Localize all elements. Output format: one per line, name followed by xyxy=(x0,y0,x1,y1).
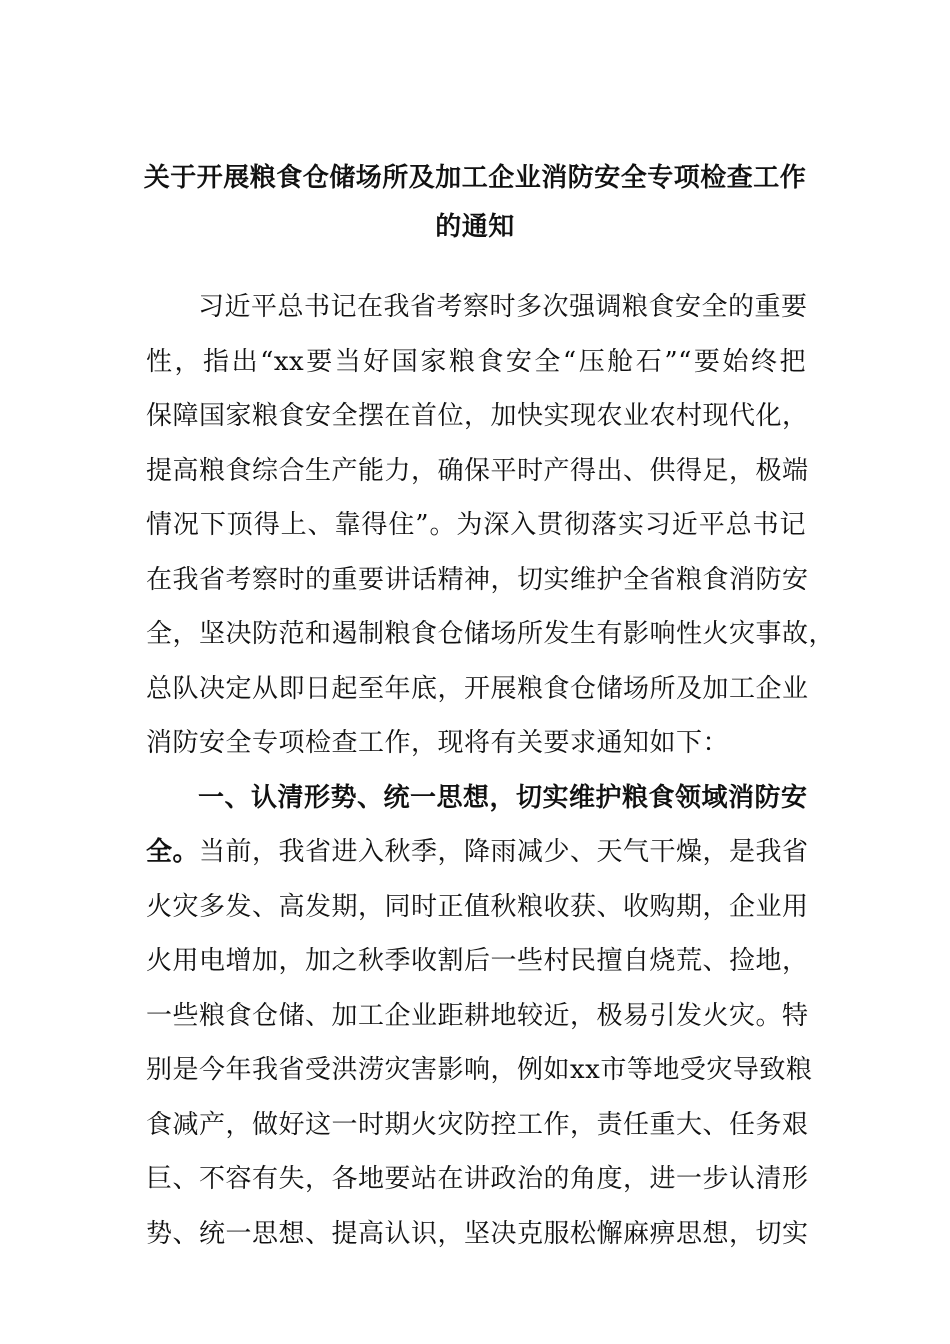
document-body xyxy=(146,280,836,1261)
document-title-line-1: 关于开展粮食仓储场所及加工企业消防安全专项检查工作 xyxy=(143,163,807,193)
body-line: 提高粮食综合生产能力，确保平时产得出、供得足，极端 xyxy=(146,455,809,486)
section-heading-line: 一、认清形势、统一思想，切实维护粮食领域消防安 xyxy=(198,782,808,813)
body-line: 全，坚决防范和遏制粮食仓储场所发生有影响性火灾事故， xyxy=(146,619,836,649)
body-line: 食减产，做好这一时期火灾防控工作，责任重大、任务艰 xyxy=(146,1109,809,1140)
body-line: 保障国家粮食安全摆在首位，加快实现农业农村现代化， xyxy=(146,401,809,431)
body-line: 势、统一思想、提高认识，坚决克服松懈麻痹思想，切实 xyxy=(146,1218,809,1249)
section-heading-tail: 全。 xyxy=(146,837,200,867)
body-line: 火灾多发、高发期，同时正值秋粮收获、收购期，企业用 xyxy=(146,891,809,922)
document-title-line-2: 的通知 xyxy=(435,212,515,242)
body-line-text: 当前，我省进入秋季，降雨减少、天气干燥，是我省 xyxy=(199,837,809,867)
body-line: 情况下顶得上、靠得住”。为深入贯彻落实习近平总书记 xyxy=(146,510,806,540)
body-line: 总队决定从即日起至年底，开展粮食仓储场所及加工企业 xyxy=(146,673,809,704)
body-line: 在我省考察时的重要讲话精神，切实维护全省粮食消防安 xyxy=(146,564,809,595)
body-line: 火用电增加，加之秋季收割后一些村民擅自烧荒、捡地， xyxy=(146,946,809,976)
body-line: 消防安全专项检查工作，现将有关要求通知如下： xyxy=(146,728,730,758)
body-line-mixed xyxy=(146,825,809,880)
body-line: 一些粮食仓储、加工企业距耕地较近，极易引发火灾。特 xyxy=(146,1000,809,1031)
body-line: 性，指出“xx要当好国家粮食安全“压舱石”“要始终把 xyxy=(146,346,806,377)
body-line: 习近平总书记在我省考察时多次强调粮食安全的重要 xyxy=(198,292,808,322)
body-line: 巨、不容有失，各地要站在讲政治的角度，进一步认清形 xyxy=(146,1164,809,1194)
body-line: 别是今年我省受洪涝灾害影响，例如xx市等地受灾导致粮 xyxy=(146,1055,813,1085)
